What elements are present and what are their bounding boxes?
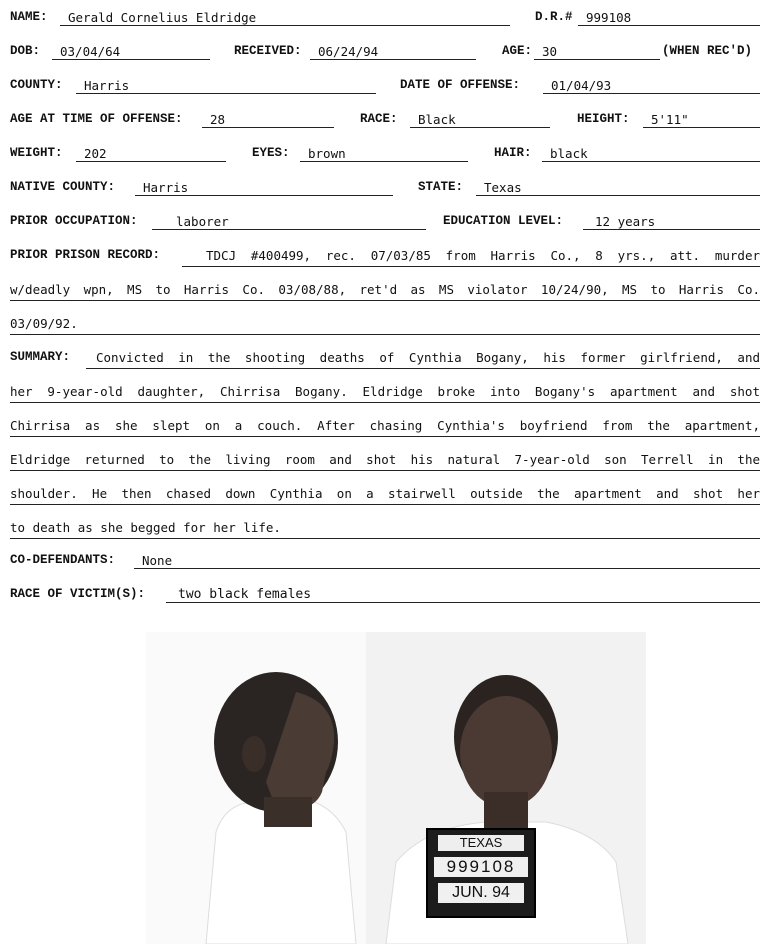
- education-label: EDUCATION LEVEL:: [443, 214, 564, 228]
- name-value: Gerald Cornelius Eldridge: [60, 10, 510, 26]
- prior-prison-label: PRIOR PRISON RECORD:: [10, 248, 161, 262]
- age-at-offense-value: 28: [202, 112, 334, 128]
- placard-date: JUN. 94: [438, 883, 524, 903]
- race-of-victims-value: two black females: [166, 587, 760, 603]
- county-row: [10, 78, 760, 98]
- id-placard: [426, 828, 536, 918]
- prior-prison-record: [10, 242, 760, 344]
- summary-text: her 9-year-old daughter, Chirrisa Bogany. Eldridge broke into Bogany's apartment and shot: [10, 384, 760, 403]
- summary-line: [10, 480, 760, 514]
- occupation-row: [10, 214, 760, 234]
- age-label: AGE:: [502, 44, 533, 58]
- education-value: 12 years: [583, 214, 760, 230]
- summary-text: Convicted in the shooting deaths of Cynthia Bogany, his former girlfriend, and: [86, 350, 760, 369]
- placard-number: 999108: [434, 857, 528, 877]
- received-label: RECEIVED:: [234, 44, 302, 58]
- summary-text: to death as she begged for her life.: [10, 520, 760, 539]
- age-offense-row: [10, 112, 760, 132]
- age-suffix: (WHEN REC'D): [662, 44, 753, 58]
- mugshot-photo: [146, 632, 646, 944]
- race-label: RACE:: [360, 112, 398, 126]
- dob-label: DOB:: [10, 44, 41, 58]
- prior-prison-line: [10, 310, 760, 344]
- prior-prison-line: [10, 276, 760, 310]
- summary-line: [10, 344, 760, 378]
- received-value: 06/24/94: [310, 44, 476, 60]
- county-value: Harris: [76, 78, 376, 94]
- codefendants-value: None: [134, 553, 760, 569]
- summary-line: [10, 446, 760, 480]
- eyes-value: brown: [300, 146, 468, 162]
- name-row: [10, 10, 760, 30]
- summary-line: [10, 412, 760, 446]
- prior-prison-text: w/deadly wpn, MS to Harris Co. 03/08/88, ret'd as MS violator 10/24/90, MS to Harris Co.: [10, 282, 760, 301]
- weight-label: WEIGHT:: [10, 146, 63, 160]
- native-county-row: [10, 180, 760, 200]
- summary-line: [10, 378, 760, 412]
- summary-text: Eldridge returned to the living room and shot his natural 7-year-old son Terrell in the: [10, 452, 760, 471]
- prior-prison-line: [10, 242, 760, 276]
- summary-label: SUMMARY:: [10, 350, 71, 364]
- native-county-value: Harris: [135, 180, 393, 196]
- codefendants-label: CO-DEFENDANTS:: [10, 553, 116, 567]
- profile-silhouette: [146, 632, 366, 944]
- state-value: Texas: [476, 180, 760, 196]
- dr-label: D.R.#: [535, 10, 573, 24]
- dob-value: 03/04/64: [52, 44, 210, 60]
- height-value: 5'11": [643, 112, 760, 128]
- county-label: COUNTY:: [10, 78, 63, 92]
- weight-row: [10, 146, 760, 166]
- race-of-victims-row: [10, 587, 760, 607]
- hair-label: HAIR:: [494, 146, 532, 160]
- summary-text: Chirrisa as she slept on a couch. After chasing Cynthia's boyfriend from the apartment,: [10, 418, 760, 437]
- race-of-victims-label: RACE OF VICTIM(S):: [10, 587, 146, 601]
- prior-prison-text: 03/09/92.: [10, 316, 760, 335]
- summary: [10, 344, 760, 548]
- prior-prison-text: TDCJ #400499, rec. 07/03/85 from Harris Co., 8 yrs., att. murder: [182, 248, 760, 267]
- front-view: [366, 632, 646, 944]
- date-of-offense-label: DATE OF OFFENSE:: [400, 78, 521, 92]
- hair-value: black: [542, 146, 760, 162]
- prior-occupation-label: PRIOR OCCUPATION:: [10, 214, 138, 228]
- codefendants-row: [10, 553, 760, 573]
- age-at-offense-label: AGE AT TIME OF OFFENSE:: [10, 112, 183, 126]
- state-label: STATE:: [418, 180, 464, 194]
- name-label: NAME:: [10, 10, 48, 24]
- profile-view: [146, 632, 366, 944]
- date-of-offense-value: 01/04/93: [543, 78, 760, 94]
- summary-line: [10, 514, 760, 548]
- dob-row: [10, 44, 760, 64]
- race-value: Black: [410, 112, 550, 128]
- dr-value: 999108: [578, 10, 760, 26]
- placard-state: TEXAS: [438, 835, 524, 851]
- age-value: 30: [534, 44, 660, 60]
- native-county-label: NATIVE COUNTY:: [10, 180, 116, 194]
- height-label: HEIGHT:: [577, 112, 630, 126]
- eyes-label: EYES:: [252, 146, 290, 160]
- prior-occupation-value: laborer: [152, 214, 426, 230]
- weight-value: 202: [76, 146, 226, 162]
- summary-text: shoulder. He then chased down Cynthia on a stairwell outside the apartment and shot her: [10, 486, 760, 505]
